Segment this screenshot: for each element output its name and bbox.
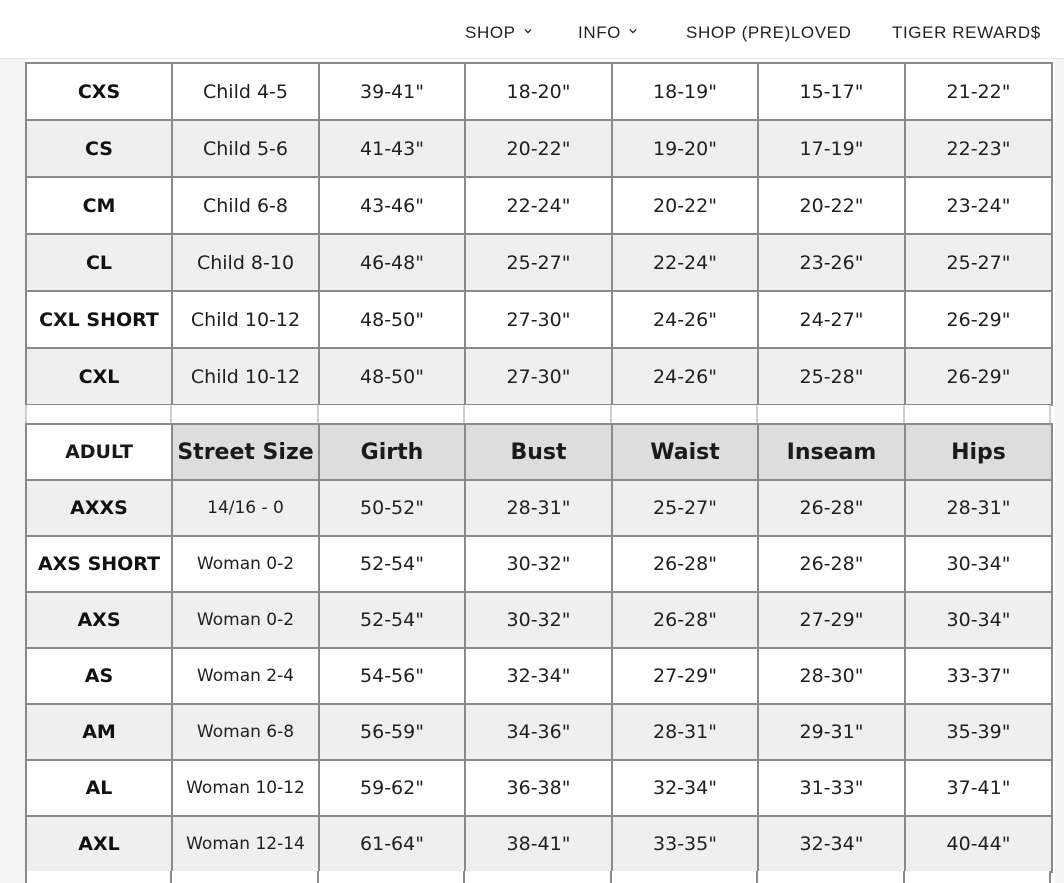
hips-cell: 33-37" — [905, 648, 1052, 704]
bust-cell: 22-24" — [465, 177, 612, 234]
inseam-cell: 27-29" — [758, 592, 905, 648]
table-row — [26, 291, 1052, 348]
table-row — [26, 536, 1052, 592]
table-row — [26, 348, 1052, 405]
size-code-cell: AXL — [26, 816, 172, 872]
column-header-waist: Waist — [612, 424, 758, 480]
column-header-hips: Hips — [905, 424, 1052, 480]
waist-cell: 18-19" — [612, 63, 758, 120]
inseam-cell: 23-26" — [758, 234, 905, 291]
inseam-cell: 29-31" — [758, 704, 905, 760]
table-row — [26, 63, 1052, 120]
hips-cell: 40-44" — [905, 816, 1052, 872]
girth-cell: 61-64" — [319, 816, 465, 872]
size-code-cell: CS — [26, 120, 172, 177]
girth-cell: 52-54" — [319, 592, 465, 648]
size-code-cell: CXL SHORT — [26, 291, 172, 348]
girth-cell: 52-54" — [319, 536, 465, 592]
inseam-cell: 25-28" — [758, 348, 905, 405]
street-size-cell: 14/16 - 0 — [172, 480, 319, 536]
waist-cell: 27-29" — [612, 648, 758, 704]
nav-info[interactable] — [578, 22, 637, 44]
street-size-cell: Child 10-12 — [172, 291, 319, 348]
bust-cell: 20-22" — [465, 120, 612, 177]
street-size-cell: Child 5-6 — [172, 120, 319, 177]
inseam-cell: 17-19" — [758, 120, 905, 177]
girth-cell: 59-62" — [319, 760, 465, 816]
size-code-cell: AXXS — [26, 480, 172, 536]
size-code-cell: AXS — [26, 592, 172, 648]
table-row — [26, 816, 1052, 872]
girth-cell: 54-56" — [319, 648, 465, 704]
cropped-table-bottom — [25, 871, 1051, 883]
table-row — [26, 704, 1052, 760]
girth-cell: 43-46" — [319, 177, 465, 234]
table-row — [26, 120, 1052, 177]
street-size-cell: Child 6-8 — [172, 177, 319, 234]
adult-size-table — [25, 423, 1053, 873]
column-header-girth: Girth — [319, 424, 465, 480]
street-size-cell: Child 4-5 — [172, 63, 319, 120]
table-row — [26, 648, 1052, 704]
street-size-cell: Woman 12-14 — [172, 816, 319, 872]
bust-cell: 30-32" — [465, 536, 612, 592]
hips-cell: 21-22" — [905, 63, 1052, 120]
girth-cell: 50-52" — [319, 480, 465, 536]
bust-cell: 30-32" — [465, 592, 612, 648]
hips-cell: 26-29" — [905, 291, 1052, 348]
hips-cell: 23-24" — [905, 177, 1052, 234]
bust-cell: 34-36" — [465, 704, 612, 760]
waist-cell: 32-34" — [612, 760, 758, 816]
hips-cell: 26-29" — [905, 348, 1052, 405]
street-size-cell: Woman 10-12 — [172, 760, 319, 816]
inseam-cell: 15-17" — [758, 63, 905, 120]
inseam-cell: 20-22" — [758, 177, 905, 234]
size-code-cell: AXS SHORT — [26, 536, 172, 592]
top-navigation-bar — [0, 0, 1064, 59]
chevron-down-icon — [524, 27, 532, 35]
waist-cell: 26-28" — [612, 536, 758, 592]
inseam-cell: 32-34" — [758, 816, 905, 872]
girth-cell: 56-59" — [319, 704, 465, 760]
street-size-cell: Child 8-10 — [172, 234, 319, 291]
bust-cell: 28-31" — [465, 480, 612, 536]
bust-cell: 27-30" — [465, 348, 612, 405]
bust-cell: 25-27" — [465, 234, 612, 291]
inseam-cell: 24-27" — [758, 291, 905, 348]
nav-tiger-rewards-label: TIGER REWARD$ — [892, 23, 1041, 42]
waist-cell: 26-28" — [612, 592, 758, 648]
bust-cell: 36-38" — [465, 760, 612, 816]
nav-shop-label: SHOP — [465, 23, 516, 42]
street-size-cell: Woman 0-2 — [172, 536, 319, 592]
nav-info-label: INFO — [578, 23, 622, 42]
nav-shop-preloved[interactable] — [686, 22, 852, 44]
waist-cell: 22-24" — [612, 234, 758, 291]
girth-cell: 48-50" — [319, 348, 465, 405]
size-code-cell: AL — [26, 760, 172, 816]
chevron-down-icon — [629, 27, 637, 35]
bust-cell: 27-30" — [465, 291, 612, 348]
waist-cell: 20-22" — [612, 177, 758, 234]
column-header-inseam: Inseam — [758, 424, 905, 480]
table-row — [26, 177, 1052, 234]
street-size-cell: Woman 2-4 — [172, 648, 319, 704]
inseam-cell: 31-33" — [758, 760, 905, 816]
inseam-cell: 26-28" — [758, 536, 905, 592]
girth-cell: 48-50" — [319, 291, 465, 348]
size-code-cell: AM — [26, 704, 172, 760]
bust-cell: 32-34" — [465, 648, 612, 704]
street-size-cell: Child 10-12 — [172, 348, 319, 405]
hips-cell: 25-27" — [905, 234, 1052, 291]
nav-shop[interactable] — [465, 22, 532, 44]
bust-cell: 18-20" — [465, 63, 612, 120]
girth-cell: 41-43" — [319, 120, 465, 177]
table-row — [26, 234, 1052, 291]
table-row — [26, 480, 1052, 536]
hips-cell: 22-23" — [905, 120, 1052, 177]
waist-cell: 33-35" — [612, 816, 758, 872]
column-header-street-size: Street Size — [172, 424, 319, 480]
girth-cell: 46-48" — [319, 234, 465, 291]
adult-header-label: ADULT — [26, 424, 172, 480]
bust-cell: 38-41" — [465, 816, 612, 872]
waist-cell: 24-26" — [612, 348, 758, 405]
girth-cell: 39-41" — [319, 63, 465, 120]
column-header-bust: Bust — [465, 424, 612, 480]
hips-cell: 30-34" — [905, 592, 1052, 648]
child-size-table — [25, 62, 1053, 406]
waist-cell: 19-20" — [612, 120, 758, 177]
size-code-cell: AS — [26, 648, 172, 704]
size-code-cell: CXS — [26, 63, 172, 120]
hips-cell: 28-31" — [905, 480, 1052, 536]
waist-cell: 24-26" — [612, 291, 758, 348]
street-size-cell: Woman 6-8 — [172, 704, 319, 760]
table-spacer-row — [25, 405, 1051, 423]
size-code-cell: CM — [26, 177, 172, 234]
hips-cell: 37-41" — [905, 760, 1052, 816]
size-code-cell: CXL — [26, 348, 172, 405]
inseam-cell: 28-30" — [758, 648, 905, 704]
header-row — [26, 424, 1052, 480]
nav-tiger-rewards[interactable] — [892, 22, 1041, 44]
nav-shop-preloved-label: SHOP (PRE)LOVED — [686, 23, 852, 42]
inseam-cell: 26-28" — [758, 480, 905, 536]
waist-cell: 28-31" — [612, 704, 758, 760]
hips-cell: 35-39" — [905, 704, 1052, 760]
street-size-cell: Woman 0-2 — [172, 592, 319, 648]
hips-cell: 30-34" — [905, 536, 1052, 592]
size-code-cell: CL — [26, 234, 172, 291]
waist-cell: 25-27" — [612, 480, 758, 536]
table-row — [26, 760, 1052, 816]
table-row — [26, 592, 1052, 648]
